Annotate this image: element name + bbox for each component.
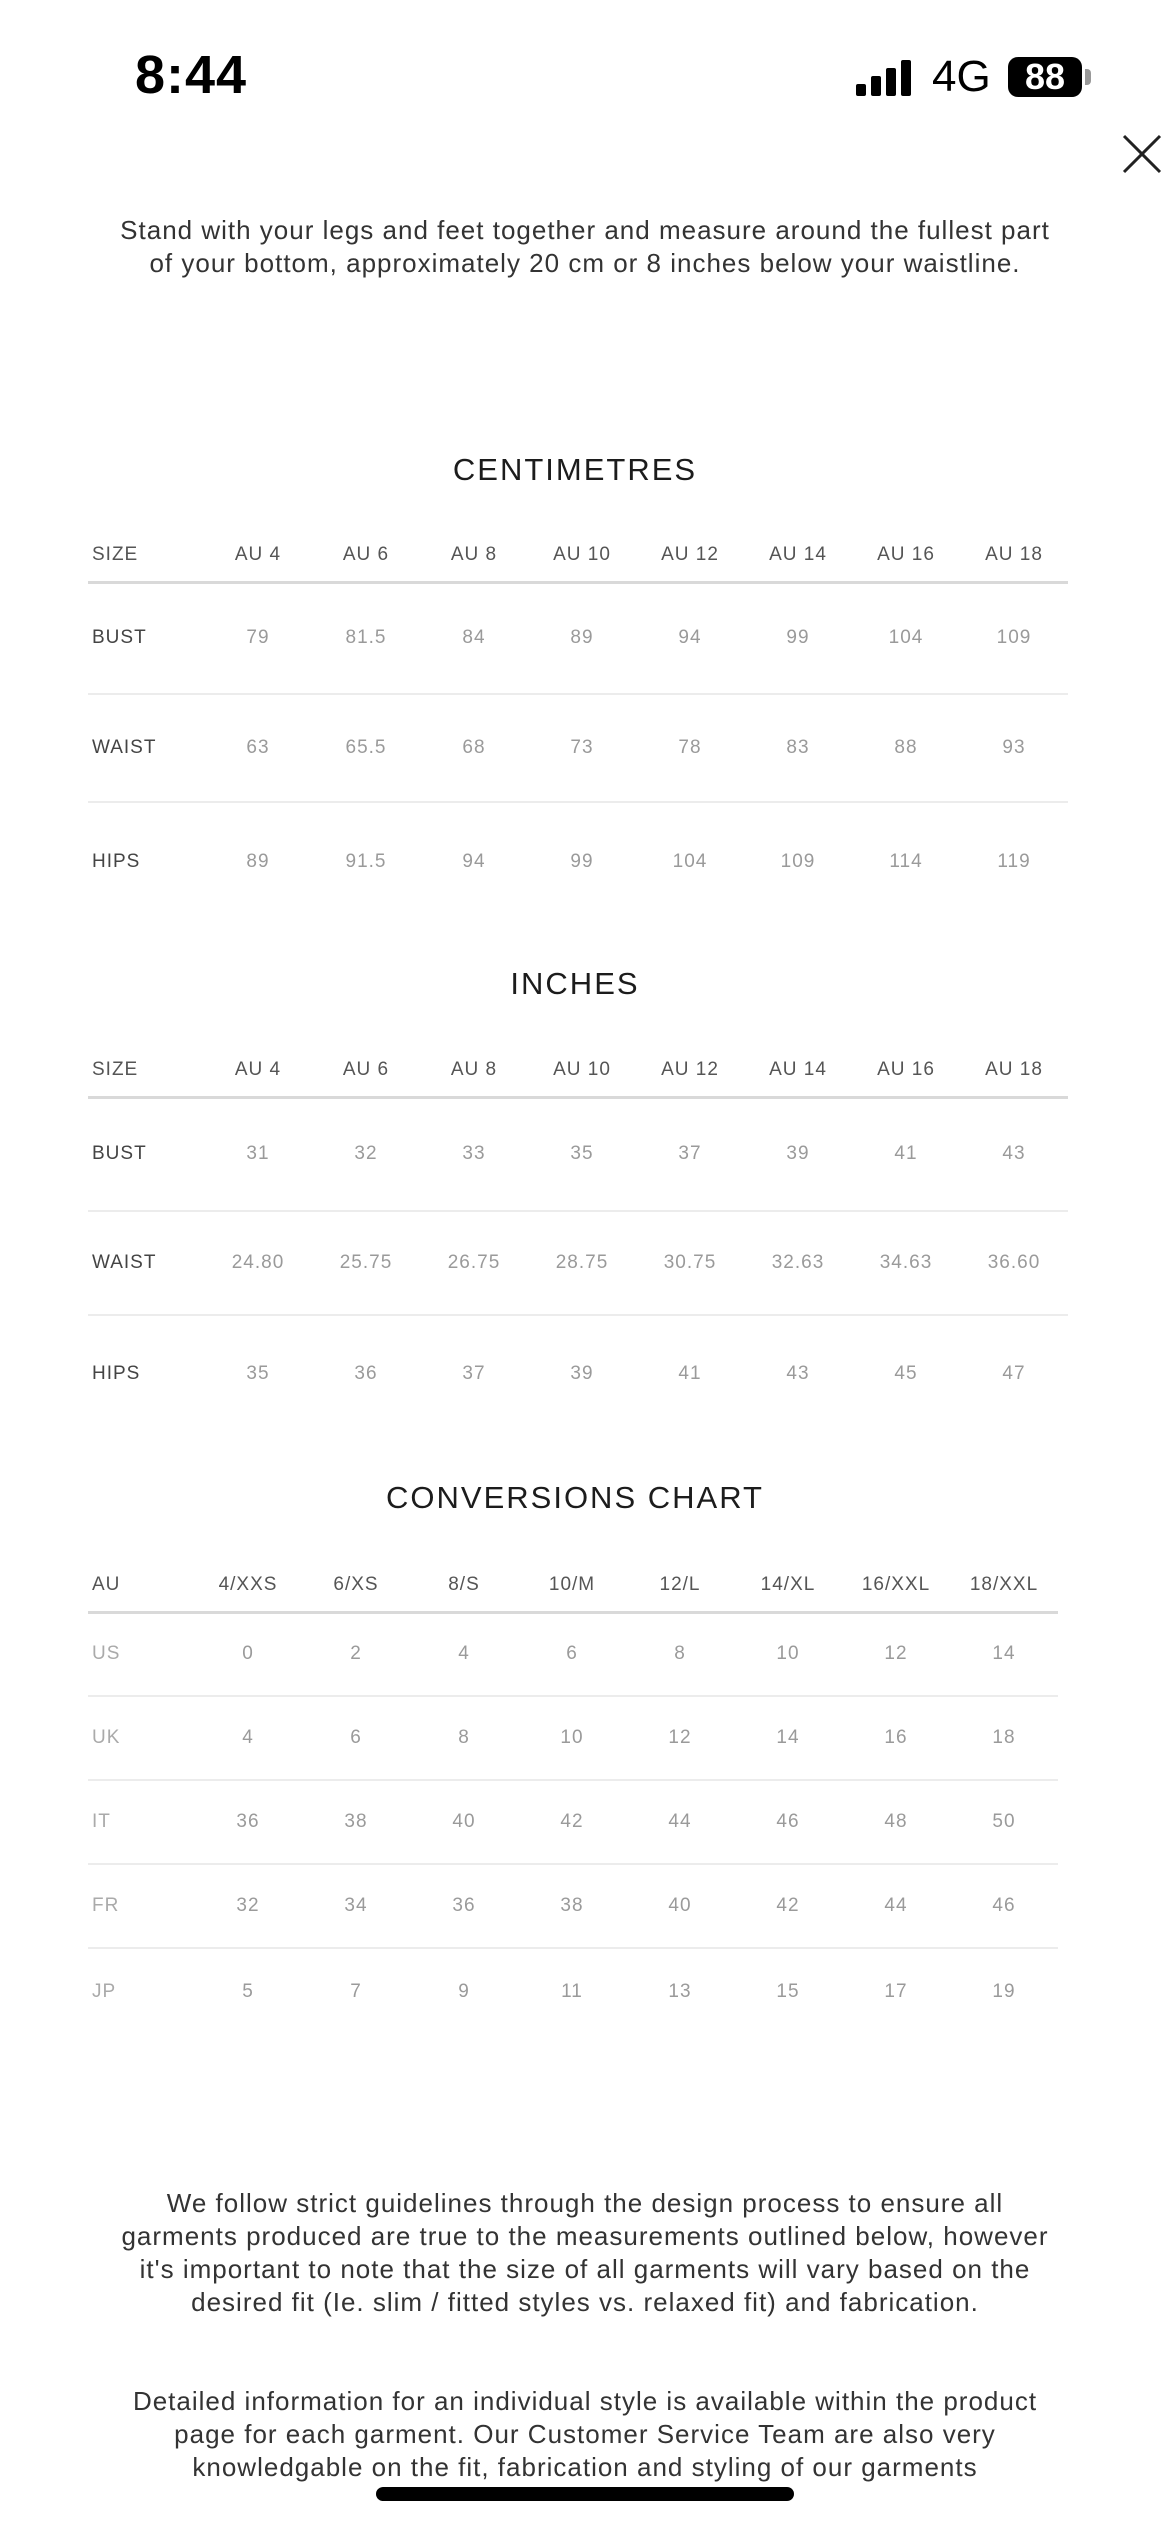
row-label: BUST [88, 1097, 204, 1211]
table-cell: 15 [776, 1980, 800, 2002]
table-cell: 13 [668, 1980, 692, 2002]
table-row [88, 1097, 1068, 1211]
row-label: FR [88, 1864, 194, 1948]
table-cell: 44 [842, 1864, 950, 1948]
status-time: 8:44 [135, 45, 248, 105]
table-cell: 73 [528, 694, 636, 802]
table-cell: 12 [842, 1612, 950, 1696]
table-cell: 16 [842, 1696, 950, 1780]
table-cell: 36 [194, 1780, 302, 1864]
table-cell: 36.60 [960, 1211, 1068, 1315]
table-cell: 17 [884, 1980, 908, 2002]
table-cell: 38 [302, 1780, 410, 1864]
table-cell: 7 [350, 1980, 362, 2002]
table-cell: 33 [420, 1097, 528, 1211]
column-header: AU 4 [204, 1045, 312, 1097]
table-cell: 99 [570, 850, 594, 872]
table-cell: 30.75 [636, 1211, 744, 1315]
table-cell: 84 [420, 582, 528, 694]
row-label: WAIST [88, 694, 204, 802]
table-cell: 35 [528, 1097, 636, 1211]
table-row [88, 1864, 1058, 1948]
column-header: AU 16 [852, 530, 960, 582]
column-header: AU 10 [528, 530, 636, 582]
table-cell: 40 [626, 1864, 734, 1948]
column-header: 12/L [626, 1560, 734, 1612]
inches-title: INCHES [510, 966, 640, 1001]
table-cell: 41 [678, 1362, 702, 1384]
conversions-table [88, 1560, 1058, 2034]
table-cell: 4 [194, 1696, 302, 1780]
table-cell: 32 [312, 1097, 420, 1211]
table-cell: 41 [852, 1097, 960, 1211]
table-row [88, 694, 1068, 802]
status-bar [0, 0, 1170, 150]
measurement-instructions: Stand with your legs and feet together and measure around the fullest part of your bottom, approximately 20 cm or 8 inches below your waistline. [120, 215, 1050, 278]
table-cell: 104 [852, 582, 960, 694]
column-header: 18/XXL [950, 1560, 1058, 1612]
table-cell: 89 [528, 582, 636, 694]
table-cell: 83 [744, 694, 852, 802]
table-row [88, 582, 1068, 694]
table-cell: 89 [246, 850, 270, 872]
table-cell: 9 [458, 1980, 470, 2002]
table-cell: 34 [302, 1864, 410, 1948]
column-header: AU 8 [420, 1045, 528, 1097]
column-header: AU 12 [636, 530, 744, 582]
table-cell: 119 [997, 850, 1031, 872]
table-cell: 6 [302, 1696, 410, 1780]
battery-cap [1085, 69, 1091, 85]
table-cell: 65.5 [312, 694, 420, 802]
column-header: 10/M [518, 1560, 626, 1612]
column-header: AU 14 [744, 530, 852, 582]
table-header-row [88, 1560, 1058, 1612]
table-cell: 109 [780, 850, 816, 872]
customer-service-text: Detailed information for an individual style is available within the product page for each garment. Our Customer Service Team are also very knowledgable on the fit, fabrication and styling of our garments [132, 2386, 1038, 2482]
home-indicator[interactable] [376, 2487, 794, 2501]
table-cell: 45 [894, 1362, 918, 1384]
table-cell: 40 [410, 1780, 518, 1864]
table-cell: 28.75 [528, 1211, 636, 1315]
table-cell: 8 [626, 1612, 734, 1696]
table-cell: 36 [354, 1362, 378, 1384]
table-cell: 94 [636, 582, 744, 694]
column-header: 6/XS [302, 1560, 410, 1612]
table-cell: 37 [636, 1097, 744, 1211]
table-cell: 12 [626, 1696, 734, 1780]
column-header: SIZE [88, 1045, 204, 1097]
table-cell: 46 [734, 1780, 842, 1864]
table-cell: 38 [518, 1864, 626, 1948]
table-cell: 4 [410, 1612, 518, 1696]
row-label: US [88, 1612, 194, 1696]
column-header: AU 6 [312, 1045, 420, 1097]
table-header-row [88, 1045, 1068, 1097]
table-cell: 2 [302, 1612, 410, 1696]
column-header: AU 18 [960, 1045, 1068, 1097]
table-cell: 11 [561, 1980, 583, 2002]
table-cell: 42 [734, 1864, 842, 1948]
table-row [88, 1211, 1068, 1315]
table-cell: 14 [734, 1696, 842, 1780]
inches-table [88, 1045, 1068, 1431]
column-header: SIZE [88, 530, 204, 582]
table-cell: 18 [950, 1696, 1058, 1780]
table-row [88, 1780, 1058, 1864]
table-cell: 114 [889, 850, 923, 872]
fit-guidelines-text: We follow strict guidelines through the design process to ensure all garments produced are true to the measurements outlined below, however it's important to note that the size of all garments will vary based on the desired fit (Ie. slim / fitted styles vs. relaxed fit) and fabrication. [121, 2188, 1049, 2317]
table-cell: 79 [204, 582, 312, 694]
table-cell: 35 [246, 1362, 270, 1384]
column-header: AU 4 [204, 530, 312, 582]
table-cell: 37 [462, 1362, 486, 1384]
table-cell: 25.75 [312, 1211, 420, 1315]
table-cell: 32.63 [744, 1211, 852, 1315]
table-cell: 19 [992, 1980, 1016, 2002]
table-cell: 88 [852, 694, 960, 802]
row-label: HIPS [92, 1362, 141, 1384]
conversions-title: CONVERSIONS CHART [386, 1480, 764, 1515]
table-cell: 39 [744, 1097, 852, 1211]
table-cell: 48 [842, 1780, 950, 1864]
table-cell: 31 [204, 1097, 312, 1211]
row-label: WAIST [88, 1211, 204, 1315]
table-cell: 81.5 [312, 582, 420, 694]
column-header: 8/S [410, 1560, 518, 1612]
column-header: AU [88, 1560, 194, 1612]
table-cell: 46 [950, 1864, 1058, 1948]
table-row [88, 1948, 1058, 2034]
table-cell: 24.80 [204, 1211, 312, 1315]
table-row [88, 802, 1068, 920]
row-label: BUST [88, 582, 204, 694]
table-cell: 94 [462, 850, 486, 872]
table-cell: 6 [518, 1612, 626, 1696]
network-type: 4G [932, 52, 991, 101]
table-cell: 10 [518, 1696, 626, 1780]
column-header: AU 16 [852, 1045, 960, 1097]
table-cell: 104 [672, 850, 708, 872]
column-header: 16/XXL [842, 1560, 950, 1612]
column-header: AU 8 [420, 530, 528, 582]
table-cell: 63 [204, 694, 312, 802]
table-cell: 43 [786, 1362, 810, 1384]
battery-icon [1008, 57, 1092, 97]
table-header-row [88, 530, 1068, 582]
table-cell: 47 [1002, 1362, 1026, 1384]
close-icon[interactable] [1120, 132, 1164, 176]
table-cell: 93 [960, 694, 1068, 802]
table-cell: 39 [570, 1362, 594, 1384]
cellular-signal-icon [856, 60, 916, 96]
centimetres-title: CENTIMETRES [452, 452, 698, 487]
table-cell: 68 [420, 694, 528, 802]
table-cell: 14 [950, 1612, 1058, 1696]
centimetres-table [88, 530, 1068, 920]
column-header: AU 10 [528, 1045, 636, 1097]
column-header: 4/XXS [194, 1560, 302, 1612]
row-label: HIPS [92, 850, 141, 872]
table-cell: 78 [636, 694, 744, 802]
table-cell: 8 [410, 1696, 518, 1780]
table-cell: 91.5 [345, 850, 387, 872]
table-row [88, 1696, 1058, 1780]
table-cell: 26.75 [420, 1211, 528, 1315]
table-cell: 42 [518, 1780, 626, 1864]
table-cell: 34.63 [852, 1211, 960, 1315]
row-label: JP [92, 1980, 117, 2002]
table-cell: 44 [626, 1780, 734, 1864]
table-cell: 5 [242, 1980, 254, 2002]
table-cell: 43 [960, 1097, 1068, 1211]
table-cell: 32 [194, 1864, 302, 1948]
column-header: AU 14 [744, 1045, 852, 1097]
battery-level: 88 [1008, 57, 1082, 97]
column-header: AU 6 [312, 530, 420, 582]
row-label: IT [88, 1780, 194, 1864]
row-label: UK [88, 1696, 194, 1780]
table-cell: 0 [194, 1612, 302, 1696]
table-cell: 36 [410, 1864, 518, 1948]
table-cell: 109 [960, 582, 1068, 694]
table-row [88, 1315, 1068, 1431]
column-header: 14/XL [734, 1560, 842, 1612]
table-row [88, 1612, 1058, 1696]
table-cell: 99 [744, 582, 852, 694]
table-cell: 10 [734, 1612, 842, 1696]
table-cell: 50 [950, 1780, 1058, 1864]
column-header: AU 18 [960, 530, 1068, 582]
column-header: AU 12 [636, 1045, 744, 1097]
